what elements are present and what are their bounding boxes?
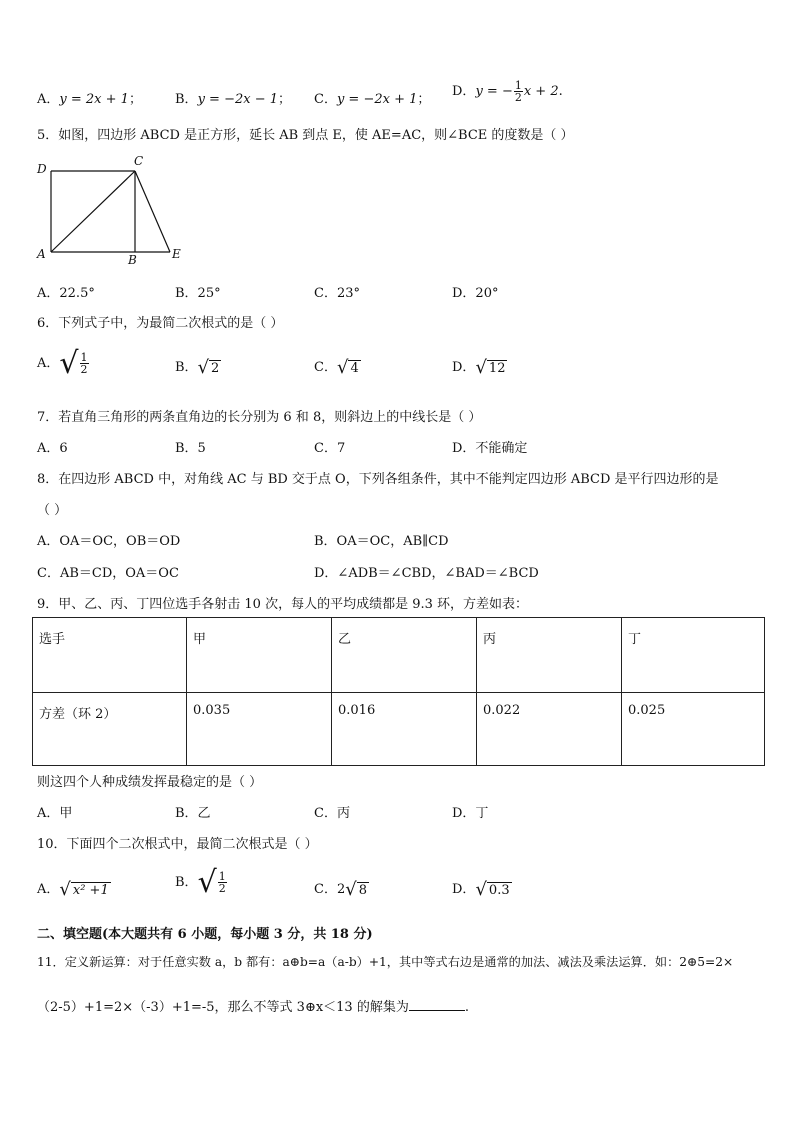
- table-header-row: [33, 618, 765, 693]
- section-heading: 二、填空题(本大题共有 6 小题，每小题 3 分，共 18 分): [37, 927, 373, 942]
- q10-stem: 10．下面四个二次根式中，最简二次根式是（ ）: [37, 837, 318, 852]
- variance-table: [32, 617, 765, 766]
- q8-option-d: D．∠ADB＝∠CBD，∠BAD＝∠BCD: [314, 566, 539, 581]
- vertex-label-b: B: [128, 253, 137, 266]
- q8-option-a: A．OA＝OC，OB＝OD: [37, 534, 181, 549]
- q11-line2: （2-5）+1=2×（-3）+1=-5，那么不等式 3⊕x＜13 的解集为 .: [37, 1000, 469, 1015]
- q9-option-a: A．甲: [37, 806, 73, 821]
- q7-option-c: C．7: [314, 441, 346, 456]
- table-cell: 0.016: [332, 693, 477, 766]
- fraction: $\frac{1}{2}$: [514, 79, 522, 104]
- table-row: [33, 693, 765, 766]
- q6-option-d: D．√ 12: [452, 357, 506, 378]
- q5-option-d: D．20°: [452, 286, 499, 301]
- q5-stem: 5．如图，四边形 ABCD 是正方形，延长 AB 到点 E，使 AE=AC，则∠BCE 的度数是（ ）: [37, 128, 574, 143]
- table-cell: 选手: [33, 618, 187, 693]
- q9-question: 则这四个人种成绩发挥最稳定的是（ ）: [37, 775, 263, 790]
- q4-option-d: D．y = − $\frac{1}{2}$ x + 2.: [452, 79, 563, 104]
- q10-option-a: A．√ x² +1: [37, 879, 109, 900]
- table-cell: 甲: [187, 618, 332, 693]
- q7-option-d: D．不能确定: [452, 441, 528, 456]
- q9-option-d: D．丁: [452, 806, 489, 821]
- q4-option-a: A．y = 2x + 1；: [37, 92, 142, 107]
- q7-stem: 7．若直角三角形的两条直角边的长分别为 6 和 8，则斜边上的中线长是（ ）: [37, 410, 482, 425]
- table-cell: 丁: [622, 618, 765, 693]
- answer-blank[interactable]: [409, 1010, 465, 1011]
- q6-option-c: C．√ 4: [314, 357, 359, 378]
- q9-option-b: B．乙: [175, 806, 211, 821]
- table-cell: 乙: [332, 618, 477, 693]
- q6-option-a: A．√ $\frac{1}{2}$: [37, 346, 88, 381]
- radical: √ $\frac{1}{2}$: [59, 346, 88, 381]
- q6-option-b: B．√ 2: [175, 357, 220, 378]
- vertex-label-e: E: [172, 247, 181, 261]
- q5-option-a: A．22.5°: [37, 286, 95, 301]
- table-row-label: 方差（环 2）: [33, 693, 187, 766]
- q8-paren: （ ）: [37, 503, 68, 518]
- q6-stem: 6．下列式子中，为最简二次根式的是（ ）: [37, 316, 284, 331]
- table-cell: 0.025: [622, 693, 765, 766]
- vertex-label-a: A: [37, 247, 46, 261]
- q8-option-c: C．AB＝CD，OA＝OC: [37, 566, 179, 581]
- q9-stem: 9．甲、乙、丙、丁四位选手各射击 10 次，每人的平均成绩都是 9.3 环，方差如表：: [37, 597, 529, 612]
- square-figure: [35, 152, 185, 266]
- q10-option-b: B．√ $\frac{1}{2}$: [175, 865, 226, 900]
- q8-stem: 8．在四边形 ABCD 中，对角线 AC 与 BD 交于点 O，下列各组条件，其中不能判定四边形 ABCD 是平行四边形的是: [37, 472, 719, 487]
- q4-option-c: C．y = −2x + 1；: [314, 92, 431, 107]
- table-cell: 丙: [477, 618, 622, 693]
- table-cell: 0.022: [477, 693, 622, 766]
- q9-option-c: C．丙: [314, 806, 350, 821]
- q4-option-b: B．y = −2x − 1；: [175, 92, 292, 107]
- vertex-label-c: C: [134, 154, 144, 168]
- q7-option-a: A．6: [37, 441, 68, 456]
- table-cell: 0.035: [187, 693, 332, 766]
- q10-option-d: D．√ 0.3: [452, 879, 510, 900]
- q10-option-c: C．2√ 8: [314, 879, 367, 900]
- q5-option-c: C．23°: [314, 286, 360, 301]
- q7-option-b: B．5: [175, 441, 206, 456]
- q11-line1: 11．定义新运算：对于任意实数 a，b 都有：a⊕b=a（a-b）+1，其中等式右边是通常的加法、减法及乘法运算．如：2⊕5=2×: [37, 955, 734, 969]
- vertex-label-d: D: [37, 162, 47, 176]
- q5-option-b: B．25°: [175, 286, 221, 301]
- q8-option-b: B．OA＝OC，AB∥CD: [314, 534, 449, 549]
